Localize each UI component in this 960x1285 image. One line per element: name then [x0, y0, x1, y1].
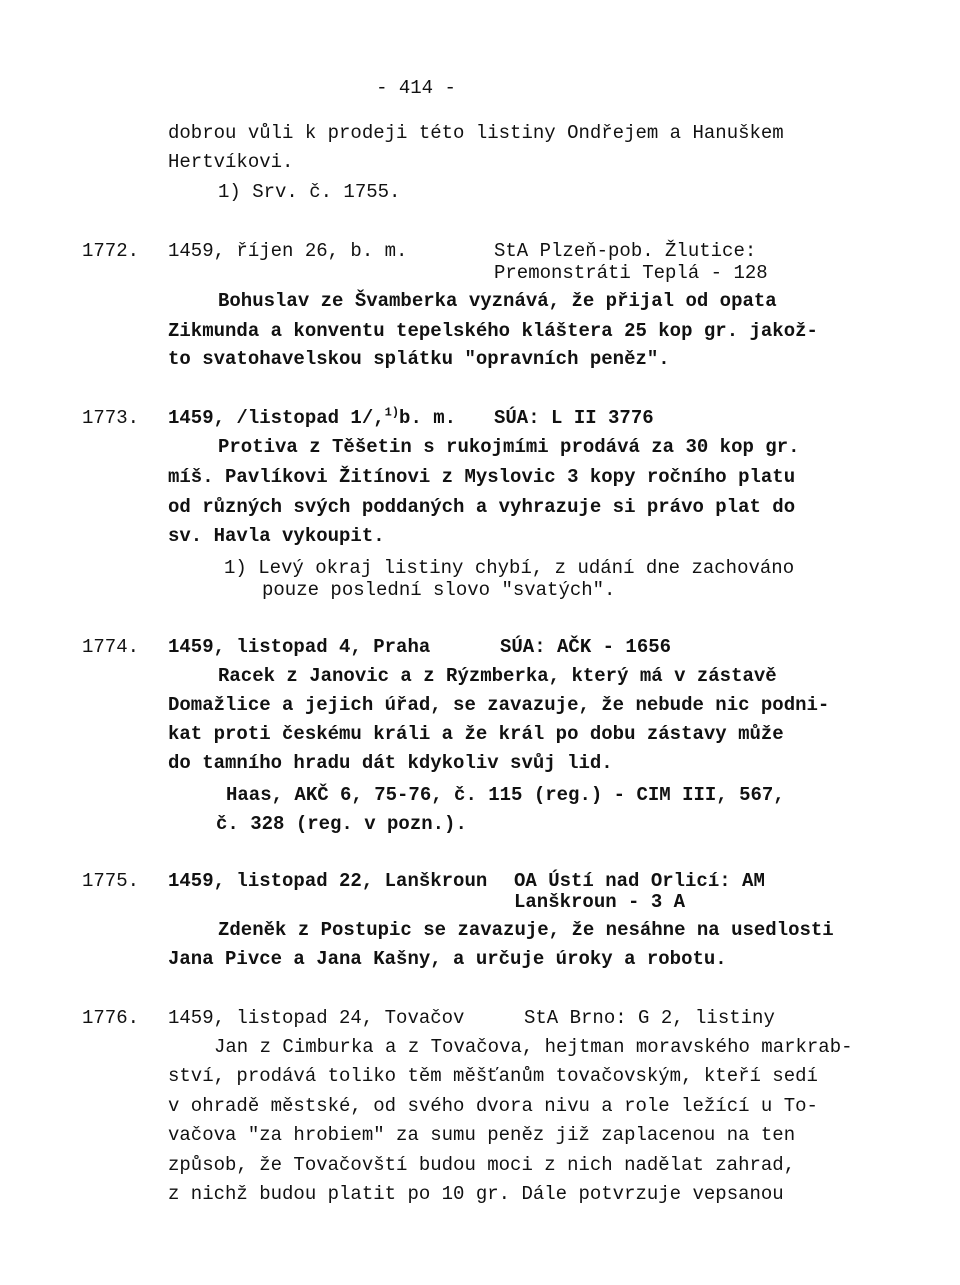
entry-text-line: od různých svých poddaných a vyhrazuje si právo plat do: [168, 496, 796, 518]
entry-text-line: sv. Havla vykoupit.: [168, 525, 385, 547]
entry-text-line: Protiva z Těšetin s rukojmími prodává za 30 kop gr.: [218, 436, 800, 458]
entry-number: 1775.: [82, 870, 140, 892]
entry-date-tail: b. m.: [399, 407, 457, 429]
entry-text-line: způsob, že Tovačovští budou moci z nich nadělat zahrad,: [168, 1154, 796, 1176]
entry-number: 1772.: [82, 240, 140, 262]
entry-text-line: to svatohavelskou splátku "opravních peněz".: [168, 348, 670, 370]
entry-text-line: kat proti českému králi a že král po dobu zástavy může: [168, 723, 784, 745]
entry-text-line: Bohuslav ze Švamberka vyznává, že přijal od opata: [218, 290, 777, 312]
entry-text-line: Jan z Cimburka a z Tovačova, hejtman moravského markrab-: [214, 1036, 853, 1058]
carryover-footnote: 1) Srv. č. 1755.: [218, 181, 401, 203]
entry-archive: StA Brno: G 2, listiny: [524, 1007, 775, 1029]
entry-text-line: do tamního hradu dát kdykoliv svůj lid.: [168, 752, 613, 774]
entry-text-line: Zdeněk z Postupic se zavazuje, že nesáhne na usedlosti: [218, 919, 834, 941]
entry-text-line: Domažlice a jejich úřad, se zavazuje, že nebude nic podni-: [168, 694, 830, 716]
entry-text-line: Racek z Janovic a z Rýzmberka, který má v zástavě: [218, 665, 777, 687]
carryover-line: Hertvíkovi.: [168, 151, 294, 173]
entry-text-line: z nichž budou platit po 10 gr. Dále potvrzuje vepsanou: [168, 1183, 784, 1205]
entry-number: 1773.: [82, 407, 140, 429]
entry-date: 1459, listopad 4, Praha: [168, 636, 431, 658]
entry-text-line: Zikmunda a konventu tepelského kláštera 25 kop gr. jakož-: [168, 320, 818, 342]
entry-text-line: Jana Pivce a Jana Kašny, a určuje úroky a robotu.: [168, 948, 727, 970]
entry-archive: Premonstráti Teplá - 128: [494, 262, 768, 284]
entry-date: 1459, listopad 24, Tovačov: [168, 1007, 465, 1029]
entry-reference: č. 328 (reg. v pozn.).: [216, 813, 467, 835]
entry-number: 1776.: [82, 1007, 140, 1029]
entry-archive: Lanškroun - 3 A: [514, 891, 686, 913]
entry-date: [168, 404, 456, 433]
entry-text-line: v ohradě městské, od svého dvora nivu a role ležící u To-: [168, 1095, 818, 1117]
page-number: - 414 -: [376, 77, 456, 99]
entry-text-line: ství, prodává toliko těm měšťanům tovačovským, kteří sedí: [168, 1065, 818, 1087]
entry-footnote: 1) Levý okraj listiny chybí, z udání dne zachováno: [224, 557, 795, 579]
entry-date-main: 1459, /listopad 1/,: [168, 407, 385, 429]
entry-text-line: míš. Pavlíkovi Žitínovi z Myslovic 3 kopy ročního platu: [168, 466, 796, 488]
entry-text-line: vačova "za hrobiem" za sumu peněz již zaplacenou na ten: [168, 1124, 796, 1146]
entry-number: 1774.: [82, 636, 140, 658]
carryover-line: dobrou vůli k prodeji této listiny Ondřejem a Hanuškem: [168, 122, 784, 144]
entry-archive: StA Plzeň-pob. Žlutice:: [494, 240, 757, 262]
entry-date: 1459, listopad 22, Lanškroun: [168, 870, 488, 892]
entry-archive: SÚA: L II 3776: [494, 407, 654, 429]
entry-date: 1459, říjen 26, b. m.: [168, 240, 408, 262]
entry-date-footnote-mark: 1): [384, 405, 400, 420]
entry-reference: Haas, AKČ 6, 75-76, č. 115 (reg.) - CIM III, 567,: [226, 784, 785, 806]
entry-archive: SÚA: AČK - 1656: [500, 636, 672, 658]
entry-footnote: pouze poslední slovo "svatých".: [262, 579, 616, 601]
entry-archive: OA Ústí nad Orlicí: AM: [514, 870, 765, 892]
